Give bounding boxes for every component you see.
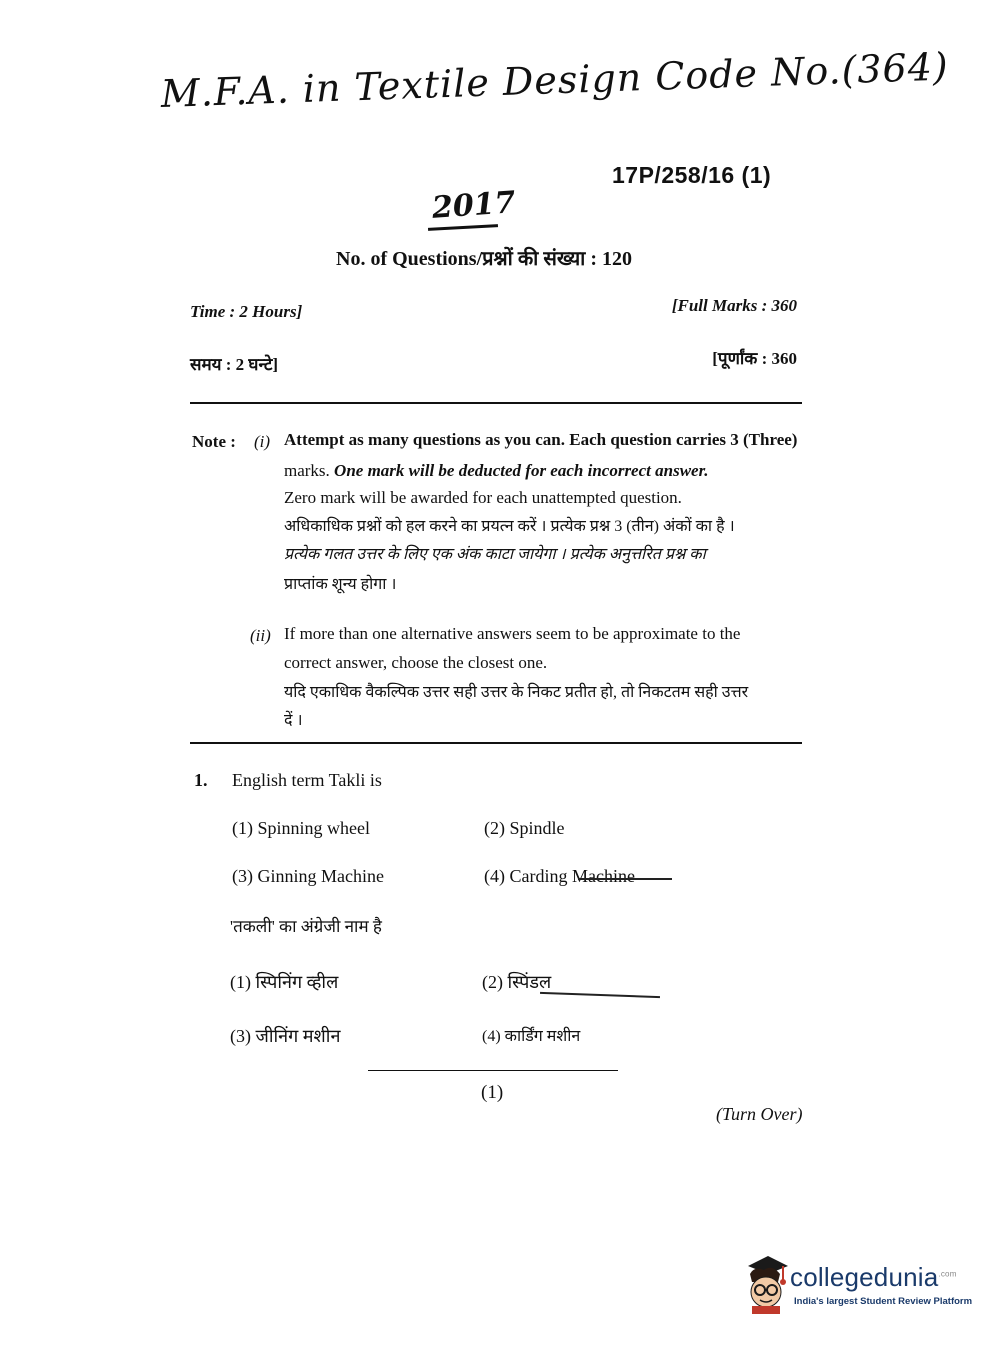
deduction-rule: One mark will be deducted for each incorrect answer. [334, 461, 709, 480]
footer-line [368, 1070, 618, 1071]
strike-mark [578, 878, 672, 880]
logo-name-text: collegedunia [790, 1262, 939, 1292]
number-of-questions: No. of Questions/प्रश्नों की संख्या : 120 [336, 248, 633, 270]
question-text-hindi: 'तकली' का अंग्रेजी नाम है [230, 917, 382, 936]
top-divider [190, 402, 802, 404]
paper-code: 17P/258/16 (1) [612, 162, 772, 188]
option-en-1: (1) Spinning wheel [232, 818, 370, 838]
time-english: Time : 2 Hours] [190, 302, 303, 321]
note2-hindi-a: यदि एकाधिक वैकल्पिक उत्तर सही उत्तर के निकट प्रतीत हो, तो निकटतम सही उत्तर [284, 684, 749, 701]
note2-marker: (ii) [250, 626, 271, 645]
note2-line-b: correct answer, choose the closest one. [284, 653, 548, 672]
note2-hindi-b: दें । [284, 712, 303, 729]
question-number: 1. [194, 770, 208, 790]
pen-mark [540, 992, 660, 998]
handwritten-course-title: M.F.A. in Textile Design Code No.(364) [160, 44, 950, 116]
handwritten-year: 2017 [430, 185, 517, 226]
option-hi-4: (4) कार्डिंग मशीन [482, 1028, 581, 1045]
note1-line-b-start: marks. [284, 461, 330, 480]
option-en-3: (3) Ginning Machine [232, 866, 384, 886]
time-hindi: समय : 2 घन्टे] [190, 355, 279, 374]
option-hi-3: (3) जीनिंग मशीन [230, 1026, 341, 1046]
full-marks-hindi: [पूर्णांक : 360 [712, 349, 797, 368]
note1-line-b [284, 461, 709, 481]
bottom-divider [190, 742, 802, 744]
note1-hindi-a: अधिकाधिक प्रश्नों को हल करने का प्रयत्न करें । प्रत्येक प्रश्न 3 (तीन) अंकों का है । [284, 518, 735, 535]
turn-over: (Turn Over) [716, 1104, 803, 1124]
option-hi-2: (2) स्पिंडल [482, 972, 552, 992]
note-label: Note : [192, 432, 236, 451]
note1-hindi-c: प्राप्तांक शून्य होगा । [284, 576, 397, 593]
note1-hindi-b: प्रत्येक गलत उत्तर के लिए एक अंक काटा जायेगा । प्रत्येक अनुत्तरित प्रश्न का [284, 546, 706, 563]
option-en-2: (2) Spindle [484, 818, 565, 838]
option-hi-1: (1) स्पिनिंग व्हील [230, 972, 339, 992]
question-text-english: English term Takli is [232, 770, 382, 790]
page-number: (1) [481, 1082, 504, 1103]
note1-line-c: Zero mark will be awarded for each unattempted question. [284, 488, 682, 507]
note1-line-a: Attempt as many questions as you can. Each question carries 3 (Three) [284, 430, 798, 449]
collegedunia-logo[interactable] [742, 1252, 972, 1322]
logo-tagline: India's largest Student Review Platform [794, 1296, 973, 1307]
mascot-icon [742, 1252, 790, 1314]
logo-suffix: .com [938, 1269, 957, 1279]
note1-marker: (i) [254, 432, 271, 451]
full-marks-english: [Full Marks : 360 [671, 296, 797, 315]
note2-line-a: If more than one alternative answers seem to be approximate to the [284, 624, 741, 643]
logo-wordmark [790, 1262, 957, 1293]
option-en-4: (4) Carding Machine [484, 866, 635, 886]
